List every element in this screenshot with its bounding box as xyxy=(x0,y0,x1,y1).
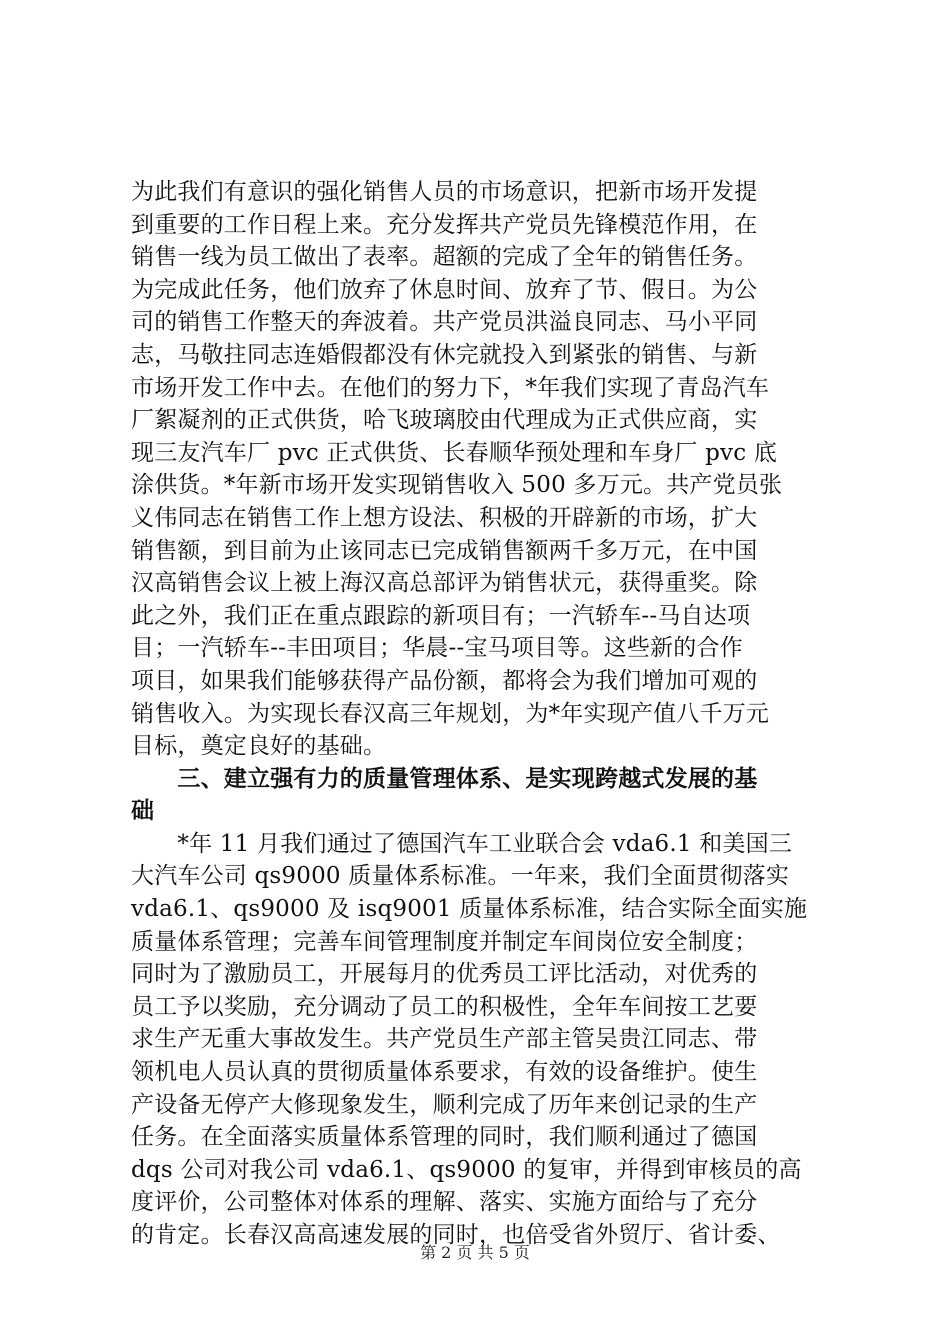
section-heading: 三、建立强有力的质量管理体系、是实现跨越式发展的基 xyxy=(131,765,758,792)
text-line: 志，马敬拄同志连婚假都没有休完就投入到紧张的销售、与新 xyxy=(131,341,758,368)
text-line: 度评价，公司整体对体系的理解、落实、实施方面给与了充分 xyxy=(131,1189,758,1216)
text-line: 的肯定。长春汉高高速发展的同时，也倍受省外贸厅、省计委、 xyxy=(131,1222,781,1248)
text-line: 厂絮凝剂的正式供货，哈飞玻璃胶由代理成为正式供应商，实 xyxy=(131,407,758,434)
text-line: 销售收入。为实现长春汉高三年规划，为*年实现产值八千万元 xyxy=(131,700,770,727)
text-line: 义伟同志在销售工作上想方设法、积极的开辟新的市场，扩大 xyxy=(131,504,758,531)
text-line: 司的销售工作整天的奔波着。共产党员洪溢良同志、马小平同 xyxy=(131,309,758,336)
text-line: 销售一线为员工做出了表率。超额的完成了全年的销售任务。 xyxy=(131,244,758,271)
text-line: 到重要的工作日程上来。充分发挥共产党员先锋模范作用，在 xyxy=(131,211,758,238)
text-line: 求生产无重大事故发生。共产党员生产部主管吴贵江同志、带 xyxy=(131,1026,758,1053)
text-line: 产设备无停产大修现象发生，顺利完成了历年来创记录的生产 xyxy=(131,1091,758,1118)
text-line: 此之外，我们正在重点跟踪的新项目有；一汽轿车--马自达项 xyxy=(131,602,751,629)
text-line: 领机电人员认真的贯彻质量体系要求，有效的设备维护。使生 xyxy=(131,1059,758,1086)
text-line: 销售额，到目前为止该同志已完成销售额两千多万元，在中国 xyxy=(131,537,758,564)
text-line: 市场开发工作中去。在他们的努力下，*年我们实现了青岛汽车 xyxy=(131,374,770,401)
page-number-footer: 第 2 页 共 5 页 xyxy=(420,1243,530,1262)
text-line: 质量体系管理；完善车间管理制度并制定车间岗位安全制度； xyxy=(131,928,758,955)
text-line: 汉高销售会议上被上海汉高总部评为销售状元，获得重奖。除 xyxy=(131,570,758,597)
section-heading-continued: 础 xyxy=(131,798,155,825)
text-line: 目；一汽轿车--丰田项目；华晨--宝马项目等。这些新的合作 xyxy=(131,635,743,662)
text-line: vda6.1、qs9000 及 isq9001 质量体系标准，结合实际全面实施 xyxy=(131,896,808,923)
text-line: 涂供货。*年新市场开发实现销售收入 500 多万元。共产党员张 xyxy=(131,472,783,499)
text-line: 现三友汽车厂 pvc 正式供货、长春顺华预处理和车身厂 pvc 底 xyxy=(131,439,778,466)
text-line: *年 11 月我们通过了德国汽车工业联合会 vda6.1 和美国三 xyxy=(131,830,793,857)
text-line: 目标，奠定良好的基础。 xyxy=(131,733,387,760)
body-text xyxy=(131,176,831,1252)
text-line: 同时为了激励员工，开展每月的优秀员工评比活动，对优秀的 xyxy=(131,961,758,988)
text-line: 大汽车公司 qs9000 质量体系标准。一年来，我们全面贯彻落实 xyxy=(131,863,790,890)
text-line: 项目，如果我们能够获得产品份额，都将会为我们增加可观的 xyxy=(131,667,758,694)
text-line: 为完成此任务，他们放弃了休息时间、放弃了节、假日。为公 xyxy=(131,276,758,303)
text-line: dqs 公司对我公司 vda6.1、qs9000 的复审，并得到审核员的高 xyxy=(131,1156,802,1183)
text-line: 员工予以奖励，充分调动了员工的积极性，全年车间按工艺要 xyxy=(131,993,758,1020)
text-line: 为此我们有意识的强化销售人员的市场意识，把新市场开发提 xyxy=(131,179,758,205)
text-line: 任务。在全面落实质量体系管理的同时，我们顺利通过了德国 xyxy=(131,1124,758,1151)
